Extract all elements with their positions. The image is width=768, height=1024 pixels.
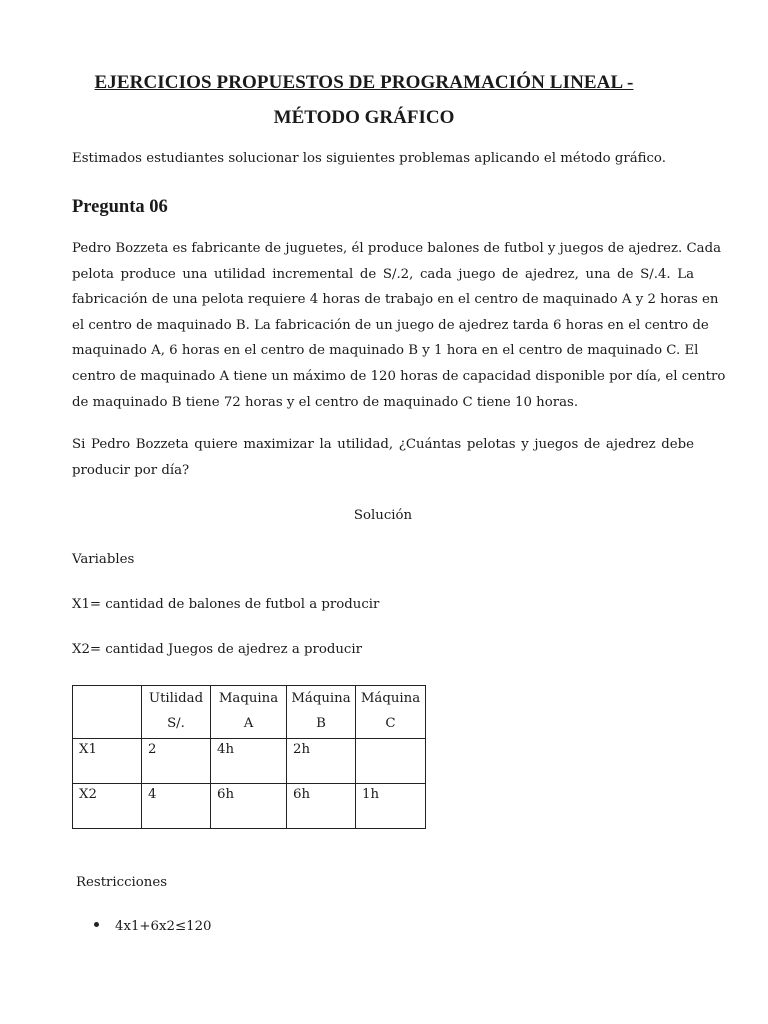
problem-line: pelota produce una utilidad incremental de S/.2, cada juego de ajedrez, una de S/.4. La	[72, 266, 694, 282]
table-header-cell	[211, 686, 287, 739]
variable-x1: X1= cantidad de balones de futbol a producir	[72, 597, 380, 612]
table-cell: X2	[73, 784, 142, 829]
problem-line: de maquinado B tiene 72 horas y el centro de maquinado C tiene 10 horas.	[72, 394, 579, 410]
restrictions-label: Restricciones	[76, 875, 168, 890]
header-text: Máquina	[291, 691, 351, 706]
table-cell: 2h	[287, 739, 356, 784]
header-text: Maquina	[218, 691, 279, 706]
document-title-line2-text: MÉTODO GRÁFICO	[273, 107, 455, 128]
question-line: producir por día?	[72, 462, 190, 478]
header-text: S/.	[167, 716, 185, 731]
variables-label: Variables	[72, 552, 135, 567]
table-cell: 6h	[211, 784, 287, 829]
problem-line: centro de maquinado A tiene un máximo de 120 horas de capacidad disponible por día, el centro	[72, 368, 726, 384]
table-cell: 4	[142, 784, 211, 829]
table-cell	[356, 739, 426, 784]
table-cell: 6h	[287, 784, 356, 829]
table-cell: X1	[73, 739, 142, 784]
intro-text: Estimados estudiantes solucionar los siguientes problemas aplicando el método gráfico.	[72, 151, 666, 166]
header-text: C	[385, 716, 396, 731]
table-header-cell	[142, 686, 211, 739]
table-cell: 2	[142, 739, 211, 784]
question-heading: Pregunta 06	[72, 197, 168, 217]
constraint-text: 4x1+6x2≤120	[115, 919, 212, 934]
problem-paragraph	[72, 236, 726, 415]
bullet-icon	[94, 922, 99, 927]
problem-line: fabricación de una pelota requiere 4 horas de trabajo en el centro de maquinado A y 2 horas en	[72, 292, 719, 308]
document-title-line1: EJERCICIOS PROPUESTOS DE PROGRAMACIÓN LINEAL -	[94, 72, 634, 93]
question-paragraph	[72, 432, 694, 483]
table-header-cell	[287, 686, 356, 739]
table-row	[73, 739, 426, 784]
problem-line: el centro de maquinado B. La fabricación de un juego de ajedrez tarda 6 horas en el centro de	[72, 317, 709, 333]
table-header-cell	[356, 686, 426, 739]
header-text: Utilidad	[148, 691, 204, 706]
table-cell: 4h	[211, 739, 287, 784]
variable-x2: X2= cantidad Juegos de ajedrez a producir	[72, 642, 362, 657]
header-text: A	[243, 716, 254, 731]
table-header-cell	[73, 686, 142, 739]
table-row	[73, 784, 426, 829]
document-title-line2	[0, 107, 728, 129]
solution-label: Solución	[353, 508, 413, 523]
problem-line: Pedro Bozzeta es fabricante de juguetes, él produce balones de futbol y juegos de ajedrez. Cada	[72, 241, 722, 256]
question-line: Si Pedro Bozzeta quiere maximizar la utilidad, ¿Cuántas pelotas y juegos de ajedrez debe	[72, 437, 694, 452]
machine-hours-table	[72, 685, 426, 829]
header-text: B	[316, 716, 326, 731]
constraint-list-item	[94, 919, 212, 934]
table-cell: 1h	[356, 784, 426, 829]
header-text: Máquina	[360, 691, 421, 706]
table-header-row	[73, 686, 426, 739]
problem-line: maquinado A, 6 horas en el centro de maquinado B y 1 hora en el centro de maquinado C. El	[72, 343, 699, 359]
